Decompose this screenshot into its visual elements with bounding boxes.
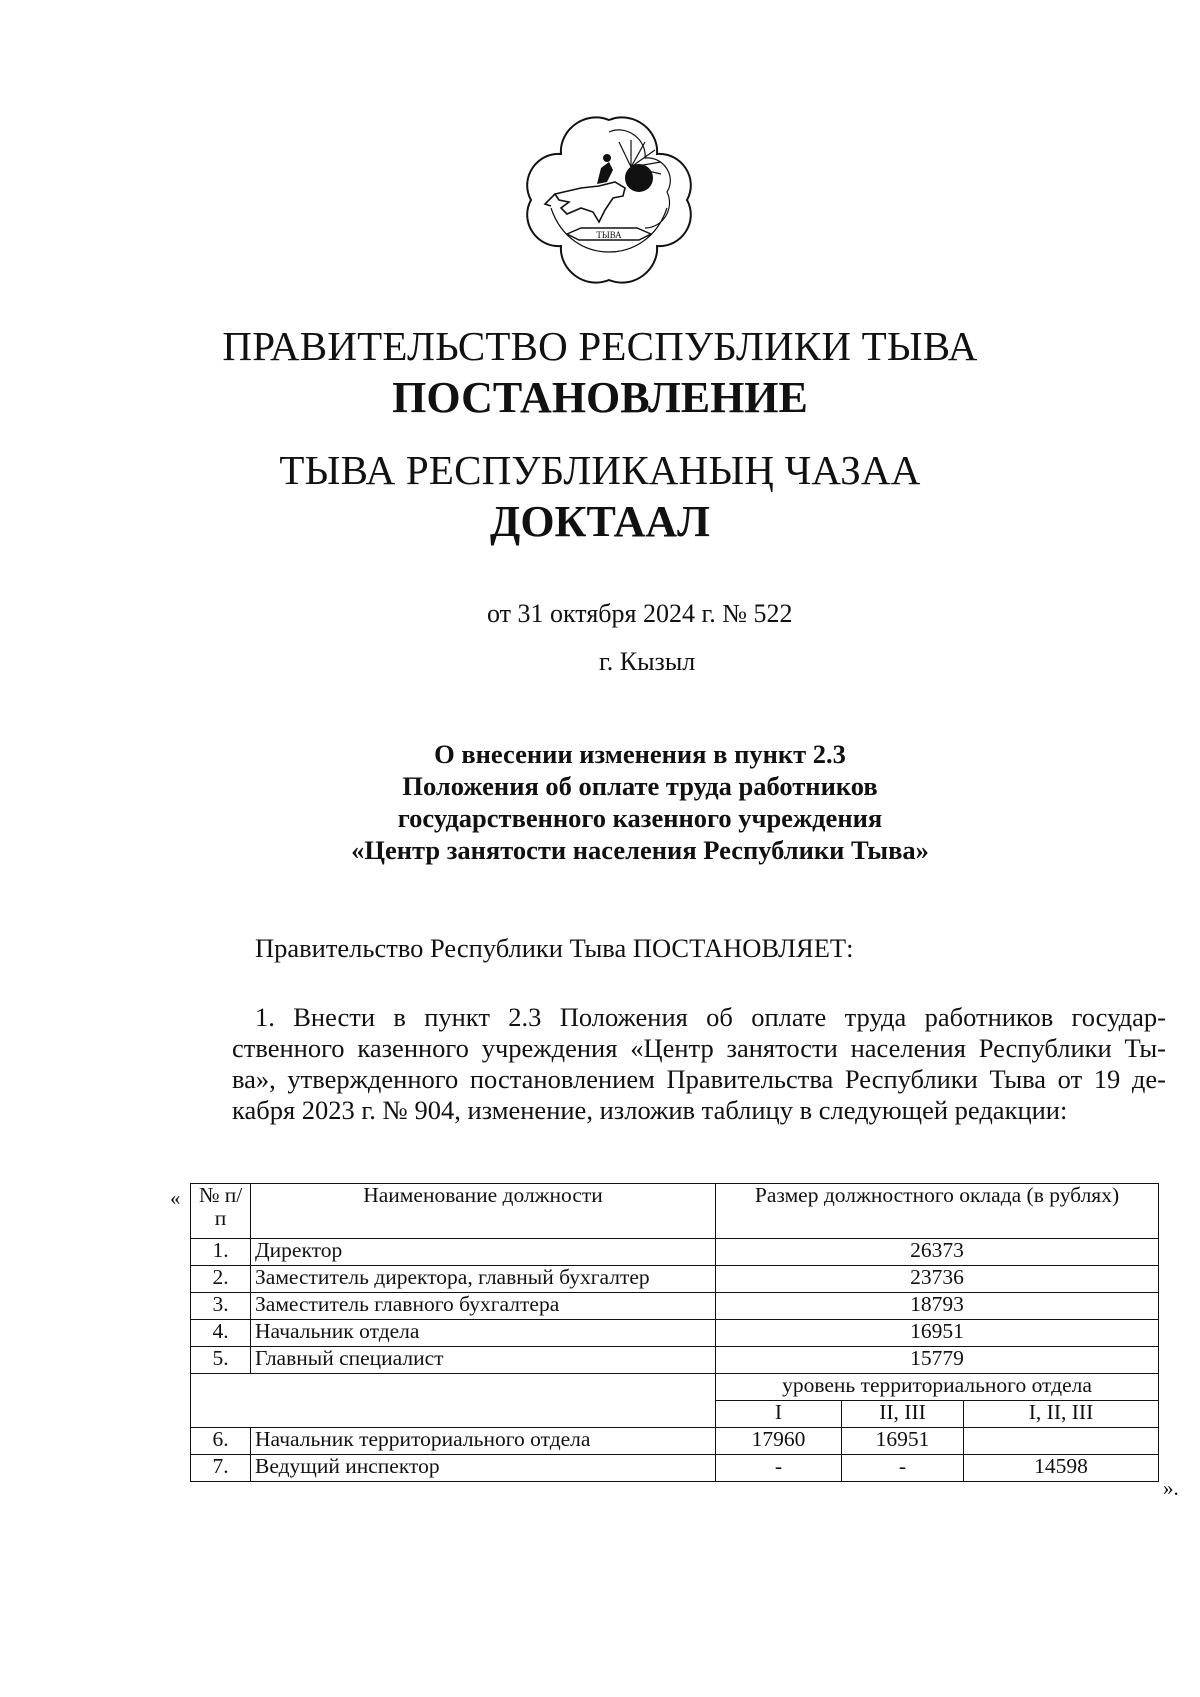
row-salary: 26373 [716,1239,1159,1266]
row-position: Главный специалист [251,1347,716,1374]
title-line: государственного казенного учреждения [397,803,883,833]
table-row [191,1293,1159,1320]
row-num: 3. [191,1293,251,1320]
row-num: 7. [191,1455,251,1482]
title-line: «Центр занятости населения Республики Тыва» [351,835,929,865]
row-salary: 15779 [716,1347,1159,1374]
table-row [191,1455,1159,1482]
row-salary: 18793 [716,1293,1159,1320]
level-header-row [191,1374,1159,1401]
row-position: Начальник отдела [251,1320,716,1347]
row-level-salary: 14598 [964,1455,1159,1482]
paragraph-line: 1. Внести в пункт 2.3 Положения об оплате труда работников государ- [255,1002,1166,1032]
row-level-salary [964,1428,1159,1455]
row-num: 6. [191,1428,251,1455]
header-position: Наименование должности [251,1184,716,1239]
row-level-salary: 16951 [842,1428,964,1455]
row-num: 5. [191,1347,251,1374]
table-row [191,1320,1159,1347]
level-label: II, III [842,1401,964,1428]
document-date-number: от 31 октября 2024 г. № 522 [487,599,793,628]
document-type-tyv: ДОКТААЛ [490,497,710,546]
row-position: Начальник территориального отдела [251,1428,716,1455]
paragraph-1 [232,1002,1166,1126]
table-header-row [191,1184,1159,1239]
table-row [191,1347,1159,1374]
paragraph-line: ственного казенного учреждения «Центр занятости населения Республики Ты- [232,1033,1166,1063]
row-level-salary: - [842,1455,964,1482]
row-position: Директор [251,1239,716,1266]
row-num: 1. [191,1239,251,1266]
government-name-ru: ПРАВИТЕЛЬСТВО РЕСПУБЛИКИ ТЫВА [222,323,978,369]
document-type-ru: ПОСТАНОВЛЕНИЕ [392,373,808,422]
table-row [191,1428,1159,1455]
row-level-salary: 17960 [716,1428,842,1455]
row-salary: 23736 [716,1266,1159,1293]
title-line: О внесении изменения в пункт 2.3 [434,739,846,769]
table-row [191,1239,1159,1266]
row-position: Заместитель директора, главный бухгалтер [251,1266,716,1293]
blank-cell [191,1374,716,1428]
document-title [300,738,980,866]
paragraph-line: кабря 2023 г. № 904, изменение, изложив таблицу в следующей редакции: [232,1095,1068,1125]
paragraph-line: ва», утвержденного постановлением Правительства Республики Тыва от 19 де- [232,1064,1166,1094]
level-header: уровень территориального отдела [716,1374,1159,1401]
salary-table [190,1183,1159,1482]
svg-text:ТЫВА: ТЫВА [596,230,622,240]
title-line: Положения об оплате труда работников [402,771,878,801]
header-num: № п/п [191,1184,251,1239]
row-level-salary: - [716,1455,842,1482]
row-salary: 16951 [716,1320,1159,1347]
tuva-emblem [521,112,697,288]
row-num: 2. [191,1266,251,1293]
document-city: г. Кызыл [599,647,696,676]
preamble: Правительство Республики Тыва ПОСТАНОВЛЯЕТ: [255,933,854,963]
row-position: Ведущий инспектор [251,1455,716,1482]
quote-close-mark: ». [1163,1476,1179,1500]
row-num: 4. [191,1320,251,1347]
level-label: I, II, III [964,1401,1159,1428]
level-label: I [716,1401,842,1428]
quote-open-mark: « [170,1186,181,1210]
row-position: Заместитель главного бухгалтера [251,1293,716,1320]
table-row [191,1266,1159,1293]
header-salary: Размер должностного оклада (в рублях) [716,1184,1159,1239]
government-name-tyv: ТЫВА РЕСПУБЛИКАНЫҢ ЧАЗАА [279,447,921,493]
